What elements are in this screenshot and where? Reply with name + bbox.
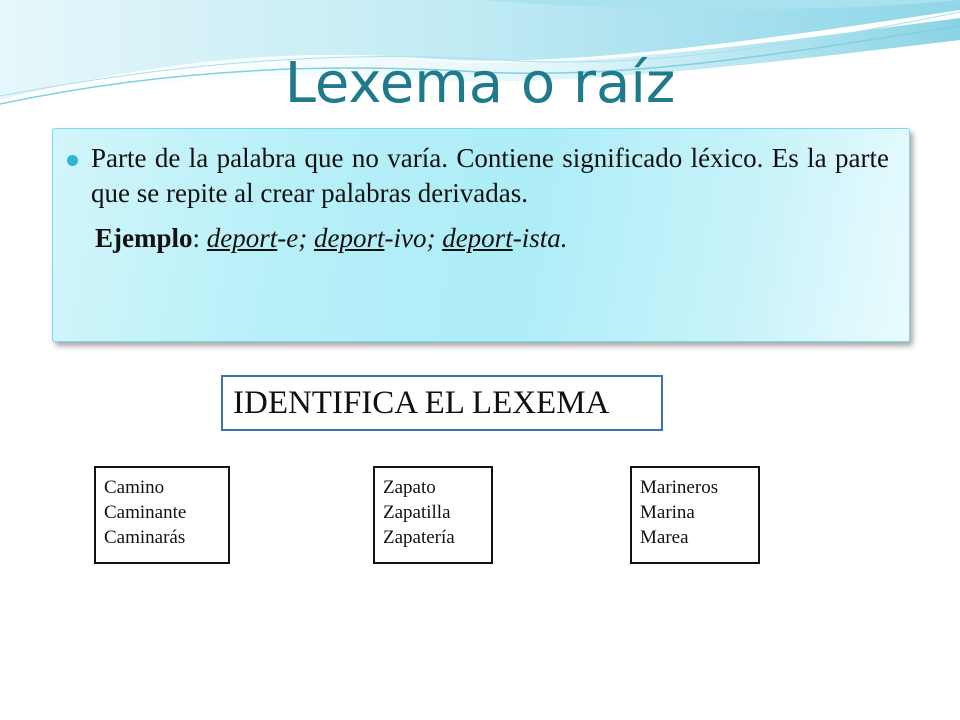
- word-group-box: [94, 466, 230, 564]
- example-line: [95, 221, 889, 256]
- example-root: deport: [206, 223, 278, 253]
- word-item: Zapatería: [383, 527, 455, 548]
- slide-title: Lexema o raíz: [284, 51, 676, 116]
- example-suffix: -ista.: [512, 223, 568, 253]
- example-root: deport: [442, 223, 513, 253]
- example-colon: :: [192, 223, 201, 253]
- example-label: Ejemplo: [95, 223, 193, 253]
- word-group-box: [630, 466, 760, 564]
- definition-box: [52, 128, 910, 342]
- task-heading-box: IDENTIFICA EL LEXEMA: [221, 375, 663, 431]
- example-root: deport: [313, 223, 385, 253]
- word-item: Caminarás: [104, 527, 186, 548]
- word-item: Marina: [640, 502, 695, 523]
- bullet-dot-icon: [67, 155, 78, 166]
- word-item: Marea: [640, 527, 689, 548]
- word-item: Zapato: [383, 477, 436, 498]
- word-item: Marineros: [640, 477, 719, 498]
- word-group-box: [373, 466, 493, 564]
- word-item: Zapatilla: [383, 502, 451, 523]
- word-item: Camino: [104, 477, 165, 498]
- example-suffix: -e;: [277, 223, 314, 253]
- definition-text: Parte de la palabra que no varía. Contiene significado léxico. Es la parte que se repite al crear palabras derivadas.: [91, 143, 889, 208]
- example-suffix: -ivo;: [384, 223, 443, 253]
- word-item: Caminante: [104, 502, 187, 523]
